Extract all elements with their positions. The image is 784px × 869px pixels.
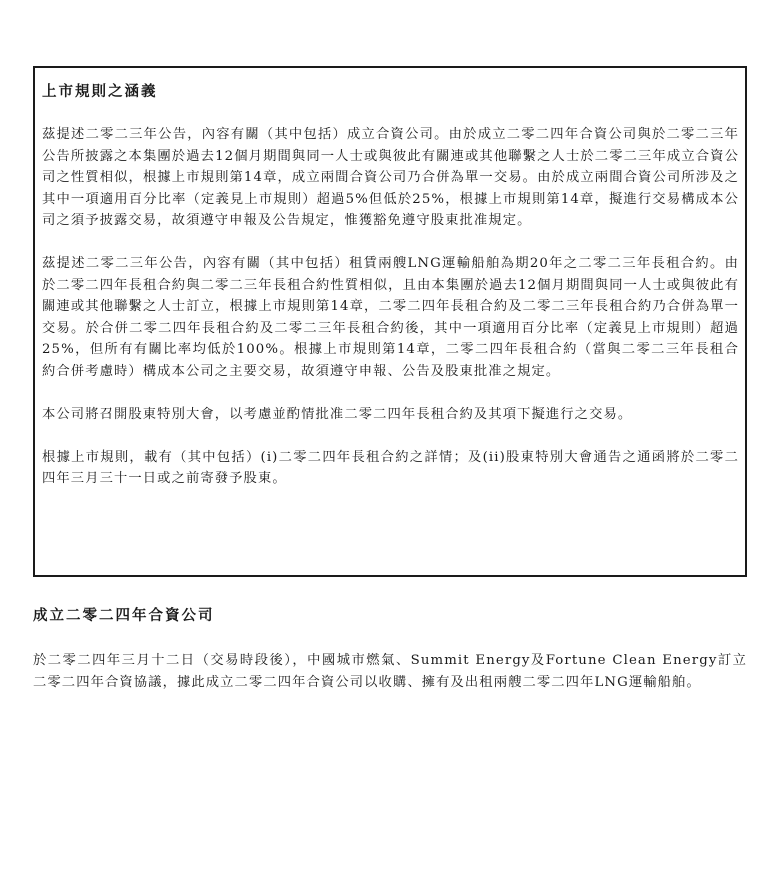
paragraph-egm: 本公司將召開股東特別大會，以考慮並酌情批准二零二四年長租合約及其項下擬進行之交易。 [42,406,633,422]
paragraph-charter-major-transaction: 茲提述二零二三年公告，內容有關（其中包括）租賃兩艘LNG運輸船舶為期20年之二零二三年長租合約。由於二零二四年長租合約與二零二三年長租合約性質相似，且由本集團於過去12個月期間與同一人士或與彼此有關連或其他聯繫之人士訂立，根據上市規則第14章，二零二四年長租合約及二零二三年長租合約乃合併為單一交易。於合併二零二四年長租合約及二零二三年長租合約後，其中一項適用百分比率（定義見上市規則）超過25%，但所有有關比率均低於100%。根據上市規則第14章，二零二四年長租合約（當與二零二三年長租合約合併考慮時）構成本公司之主要交易，故須遵守申報、公告及股東批准之規定。 [42,256,739,379]
section-heading: 成立二零二四年合資公司 [33,608,215,624]
paragraph-circular: 根據上市規則，載有（其中包括）(i)二零二四年長租合約之詳情；及(ii)股東特別大會通告之通函將於二零二四年三月三十一日或之前寄發予股東。 [42,449,739,486]
listing-rules-implications-box [33,66,747,577]
section-paragraph: 於二零二四年三月十二日（交易時段後），中國城市燃氣、Summit Energy及Fortune Clean Energy訂立二零二四年合資協議，據此成立二零二四年合資公司以收購、擁有及出租兩艘二零二四年LNG運輸船舶。 [33,653,747,690]
box-title: 上市規則之涵義 [42,84,158,100]
paragraph-jv-disclosure: 茲提述二零二三年公告，內容有關（其中包括）成立合資公司。由於成立二零二四年合資公司與於二零二三年公告所披露之本集團於過去12個月期間與同一人士或與彼此有關連或其他聯繫之人士於二零二三年成立合資公司之性質相似，根據上市規則第14章，成立兩間合資公司乃合併為單一交易。由於成立兩間合資公司所涉及之其中一項適用百分比率（定義見上市規則）超過5%但低於25%，根據上市規則第14章，擬進行交易構成本公司之須予披露交易，故須遵守申報及公告規定，惟獲豁免遵守股東批准規定。 [42,127,739,228]
